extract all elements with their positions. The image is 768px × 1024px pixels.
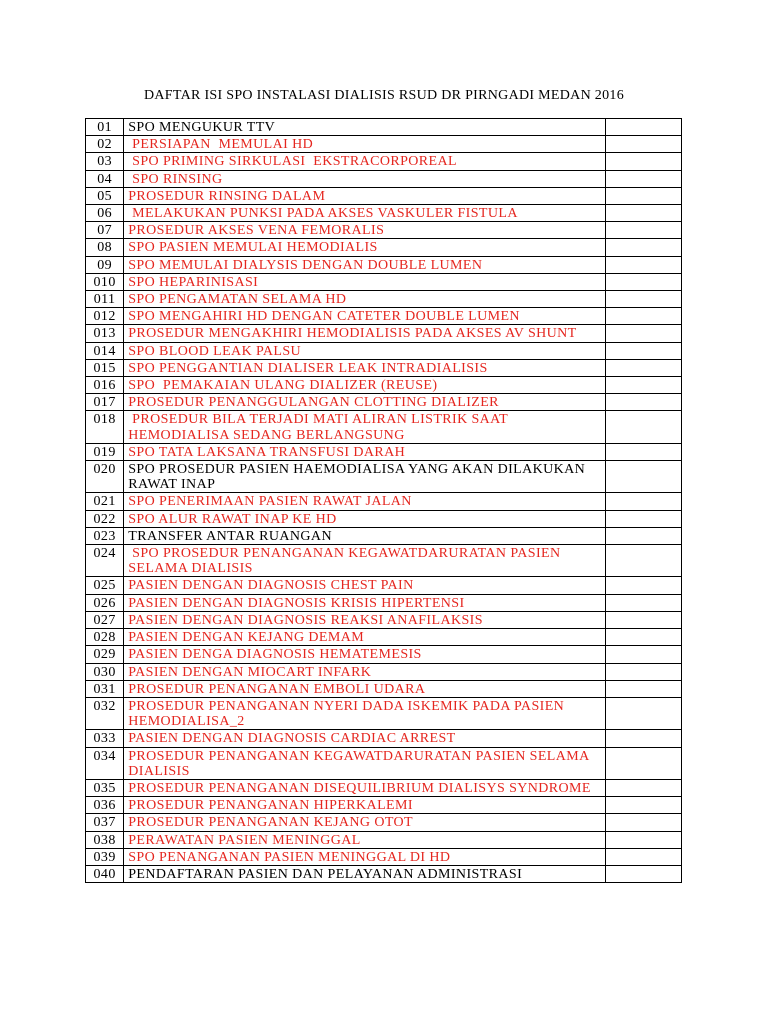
table-row bbox=[86, 342, 682, 359]
table-row bbox=[86, 779, 682, 796]
row-empty-cell bbox=[606, 325, 682, 342]
table-row bbox=[86, 377, 682, 394]
table-row bbox=[86, 510, 682, 527]
row-empty-cell bbox=[606, 377, 682, 394]
row-number: 032 bbox=[86, 697, 124, 729]
table-row bbox=[86, 291, 682, 308]
row-number: 03 bbox=[86, 153, 124, 170]
row-number: 07 bbox=[86, 222, 124, 239]
row-title: SPO MENGUKUR TTV bbox=[124, 119, 606, 136]
row-number: 016 bbox=[86, 377, 124, 394]
row-title: PASIEN DENGAN DIAGNOSIS CHEST PAIN bbox=[124, 577, 606, 594]
row-title: PASIEN DENGAN MIOCART INFARK bbox=[124, 663, 606, 680]
row-empty-cell bbox=[606, 119, 682, 136]
row-title: SPO PRIMING SIRKULASI EKSTRACORPOREAL bbox=[124, 153, 606, 170]
spo-table-body bbox=[86, 119, 682, 883]
row-number: 08 bbox=[86, 239, 124, 256]
row-title: SPO PROSEDUR PENANGANAN KEGAWATDARURATAN PASIEN SELAMA DIALISIS bbox=[124, 545, 606, 577]
table-row bbox=[86, 273, 682, 290]
table-row bbox=[86, 545, 682, 577]
table-row bbox=[86, 136, 682, 153]
row-empty-cell bbox=[606, 222, 682, 239]
table-row bbox=[86, 611, 682, 628]
row-number: 039 bbox=[86, 848, 124, 865]
row-empty-cell bbox=[606, 730, 682, 747]
row-empty-cell bbox=[606, 779, 682, 796]
table-row bbox=[86, 187, 682, 204]
row-number: 037 bbox=[86, 814, 124, 831]
row-number: 018 bbox=[86, 411, 124, 443]
row-empty-cell bbox=[606, 545, 682, 577]
table-row bbox=[86, 797, 682, 814]
row-number: 027 bbox=[86, 611, 124, 628]
row-empty-cell bbox=[606, 629, 682, 646]
row-empty-cell bbox=[606, 848, 682, 865]
table-row bbox=[86, 153, 682, 170]
row-title: SPO RINSING bbox=[124, 170, 606, 187]
table-row bbox=[86, 325, 682, 342]
row-title: PASIEN DENGAN DIAGNOSIS REAKSI ANAFILAKSIS bbox=[124, 611, 606, 628]
row-title: PROSEDUR PENANGANAN HIPERKALEMI bbox=[124, 797, 606, 814]
row-empty-cell bbox=[606, 814, 682, 831]
row-number: 05 bbox=[86, 187, 124, 204]
row-title: PERAWATAN PASIEN MENINGGAL bbox=[124, 831, 606, 848]
row-title: SPO HEPARINISASI bbox=[124, 273, 606, 290]
row-empty-cell bbox=[606, 594, 682, 611]
row-empty-cell bbox=[606, 527, 682, 544]
table-row bbox=[86, 663, 682, 680]
row-number: 019 bbox=[86, 443, 124, 460]
table-row bbox=[86, 461, 682, 493]
row-title: SPO PENGAMATAN SELAMA HD bbox=[124, 291, 606, 308]
row-number: 020 bbox=[86, 461, 124, 493]
row-title: PENDAFTARAN PASIEN DAN PELAYANAN ADMINISTRASI bbox=[124, 865, 606, 882]
row-title: SPO PENGGANTIAN DIALISER LEAK INTRADIALISIS bbox=[124, 359, 606, 376]
table-row bbox=[86, 646, 682, 663]
row-number: 025 bbox=[86, 577, 124, 594]
row-empty-cell bbox=[606, 663, 682, 680]
row-title: SPO PENANGANAN PASIEN MENINGGAL DI HD bbox=[124, 848, 606, 865]
row-number: 04 bbox=[86, 170, 124, 187]
row-title: PROSEDUR PENANGANAN KEGAWATDARURATAN PASIEN SELAMA DIALISIS bbox=[124, 747, 606, 779]
row-empty-cell bbox=[606, 239, 682, 256]
row-title: PERSIAPAN MEMULAI HD bbox=[124, 136, 606, 153]
table-row bbox=[86, 527, 682, 544]
table-row bbox=[86, 119, 682, 136]
table-row bbox=[86, 443, 682, 460]
row-empty-cell bbox=[606, 187, 682, 204]
row-empty-cell bbox=[606, 611, 682, 628]
row-number: 012 bbox=[86, 308, 124, 325]
table-row bbox=[86, 222, 682, 239]
table-row bbox=[86, 239, 682, 256]
table-row bbox=[86, 865, 682, 882]
row-number: 013 bbox=[86, 325, 124, 342]
table-row bbox=[86, 831, 682, 848]
table-row bbox=[86, 680, 682, 697]
row-title: SPO ALUR RAWAT INAP KE HD bbox=[124, 510, 606, 527]
row-title: SPO PEMAKAIAN ULANG DIALIZER (REUSE) bbox=[124, 377, 606, 394]
table-row bbox=[86, 359, 682, 376]
table-row bbox=[86, 493, 682, 510]
row-title: SPO MENGAHIRI HD DENGAN CATETER DOUBLE LUMEN bbox=[124, 308, 606, 325]
row-title: PASIEN DENGA DIAGNOSIS HEMATEMESIS bbox=[124, 646, 606, 663]
row-number: 040 bbox=[86, 865, 124, 882]
row-title: PROSEDUR RINSING DALAM bbox=[124, 187, 606, 204]
row-number: 011 bbox=[86, 291, 124, 308]
row-number: 028 bbox=[86, 629, 124, 646]
row-empty-cell bbox=[606, 308, 682, 325]
table-row bbox=[86, 411, 682, 443]
row-empty-cell bbox=[606, 865, 682, 882]
row-empty-cell bbox=[606, 273, 682, 290]
row-empty-cell bbox=[606, 256, 682, 273]
row-number: 017 bbox=[86, 394, 124, 411]
row-empty-cell bbox=[606, 443, 682, 460]
row-title: MELAKUKAN PUNKSI PADA AKSES VASKULER FISTULA bbox=[124, 205, 606, 222]
row-title: PASIEN DENGAN KEJANG DEMAM bbox=[124, 629, 606, 646]
row-empty-cell bbox=[606, 577, 682, 594]
table-row bbox=[86, 629, 682, 646]
table-row bbox=[86, 747, 682, 779]
row-title: PROSEDUR MENGAKHIRI HEMODIALISIS PADA AKSES AV SHUNT bbox=[124, 325, 606, 342]
table-row bbox=[86, 577, 682, 594]
row-number: 034 bbox=[86, 747, 124, 779]
row-number: 023 bbox=[86, 527, 124, 544]
row-title: TRANSFER ANTAR RUANGAN bbox=[124, 527, 606, 544]
table-row bbox=[86, 814, 682, 831]
row-empty-cell bbox=[606, 411, 682, 443]
row-empty-cell bbox=[606, 697, 682, 729]
row-title: PROSEDUR PENANGANAN NYERI DADA ISKEMIK PADA PASIEN HEMODIALISA_2 bbox=[124, 697, 606, 729]
table-row bbox=[86, 256, 682, 273]
row-number: 01 bbox=[86, 119, 124, 136]
row-empty-cell bbox=[606, 394, 682, 411]
row-title: SPO PENERIMAAN PASIEN RAWAT JALAN bbox=[124, 493, 606, 510]
row-empty-cell bbox=[606, 831, 682, 848]
row-title: PROSEDUR BILA TERJADI MATI ALIRAN LISTRIK SAAT HEMODIALISA SEDANG BERLANGSUNG bbox=[124, 411, 606, 443]
spo-index-table bbox=[85, 118, 682, 883]
row-empty-cell bbox=[606, 461, 682, 493]
row-number: 021 bbox=[86, 493, 124, 510]
row-empty-cell bbox=[606, 493, 682, 510]
row-number: 014 bbox=[86, 342, 124, 359]
document-title: DAFTAR ISI SPO INSTALASI DIALISIS RSUD DR PIRNGADI MEDAN 2016 bbox=[143, 88, 625, 103]
row-empty-cell bbox=[606, 747, 682, 779]
table-row bbox=[86, 394, 682, 411]
row-empty-cell bbox=[606, 359, 682, 376]
table-row bbox=[86, 205, 682, 222]
row-number: 033 bbox=[86, 730, 124, 747]
row-title: SPO PASIEN MEMULAI HEMODIALIS bbox=[124, 239, 606, 256]
row-number: 030 bbox=[86, 663, 124, 680]
row-empty-cell bbox=[606, 797, 682, 814]
row-number: 038 bbox=[86, 831, 124, 848]
table-row bbox=[86, 308, 682, 325]
row-empty-cell bbox=[606, 680, 682, 697]
row-title: SPO PROSEDUR PASIEN HAEMODIALISA YANG AKAN DILAKUKAN RAWAT INAP bbox=[124, 461, 606, 493]
row-empty-cell bbox=[606, 170, 682, 187]
table-row bbox=[86, 848, 682, 865]
table-row bbox=[86, 594, 682, 611]
row-title: PASIEN DENGAN DIAGNOSIS CARDIAC ARREST bbox=[124, 730, 606, 747]
table-row bbox=[86, 730, 682, 747]
row-number: 024 bbox=[86, 545, 124, 577]
row-title: PROSEDUR AKSES VENA FEMORALIS bbox=[124, 222, 606, 239]
row-empty-cell bbox=[606, 136, 682, 153]
row-number: 036 bbox=[86, 797, 124, 814]
row-title: SPO MEMULAI DIALYSIS DENGAN DOUBLE LUMEN bbox=[124, 256, 606, 273]
row-title: PROSEDUR PENANGANAN KEJANG OTOT bbox=[124, 814, 606, 831]
row-number: 022 bbox=[86, 510, 124, 527]
row-empty-cell bbox=[606, 342, 682, 359]
table-row bbox=[86, 170, 682, 187]
row-number: 09 bbox=[86, 256, 124, 273]
row-title: PASIEN DENGAN DIAGNOSIS KRISIS HIPERTENSI bbox=[124, 594, 606, 611]
row-title: PROSEDUR PENANGANAN EMBOLI UDARA bbox=[124, 680, 606, 697]
row-empty-cell bbox=[606, 291, 682, 308]
row-number: 026 bbox=[86, 594, 124, 611]
row-number: 031 bbox=[86, 680, 124, 697]
row-number: 010 bbox=[86, 273, 124, 290]
row-number: 035 bbox=[86, 779, 124, 796]
row-title: SPO BLOOD LEAK PALSU bbox=[124, 342, 606, 359]
row-number: 015 bbox=[86, 359, 124, 376]
row-empty-cell bbox=[606, 205, 682, 222]
row-title: PROSEDUR PENANGGULANGAN CLOTTING DIALIZER bbox=[124, 394, 606, 411]
row-number: 02 bbox=[86, 136, 124, 153]
row-empty-cell bbox=[606, 153, 682, 170]
row-empty-cell bbox=[606, 646, 682, 663]
table-row bbox=[86, 697, 682, 729]
row-empty-cell bbox=[606, 510, 682, 527]
row-number: 029 bbox=[86, 646, 124, 663]
row-title: PROSEDUR PENANGANAN DISEQUILIBRIUM DIALISYS SYNDROME bbox=[124, 779, 606, 796]
row-title: SPO TATA LAKSANA TRANSFUSI DARAH bbox=[124, 443, 606, 460]
row-number: 06 bbox=[86, 205, 124, 222]
